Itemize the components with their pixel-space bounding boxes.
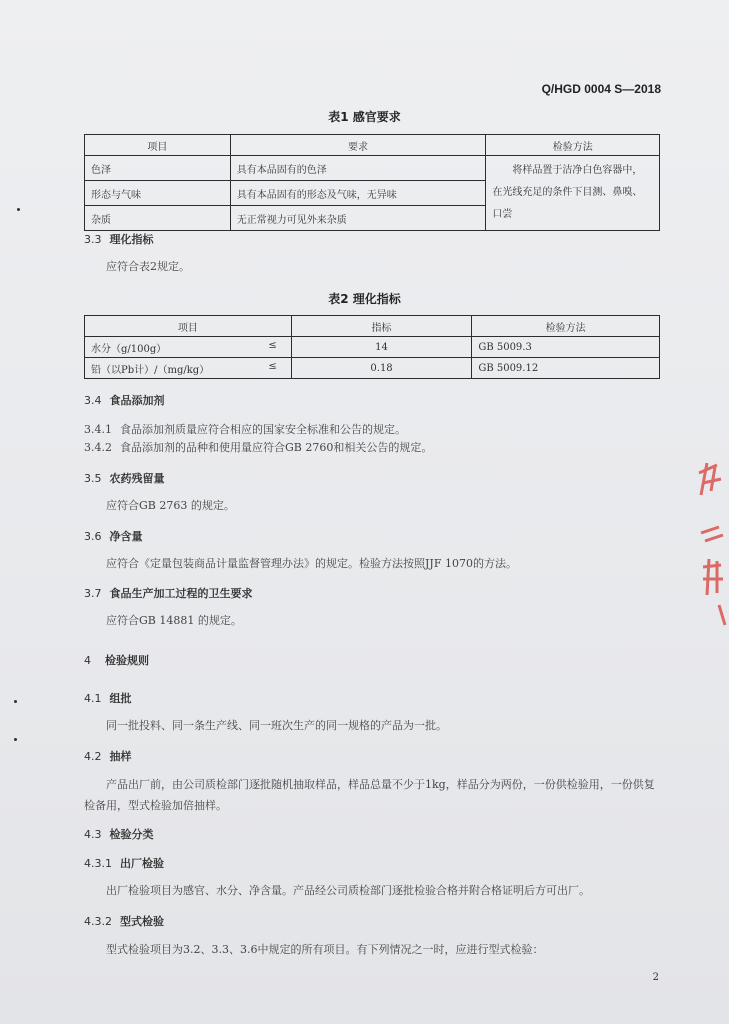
section-number: 3.4 [84,394,102,407]
section-title: 抽样 [109,750,132,763]
clause-number: 3.4.1 [84,423,112,436]
section-title: 型式检验 [120,915,164,928]
table-header-row [85,316,660,337]
column-header: 检验方法 [472,316,660,337]
table-cell-item [85,337,292,358]
column-header: 检验方法 [486,135,660,156]
section-heading [84,392,165,408]
section-title: 组批 [109,692,132,705]
section-title: 农药残留量 [109,472,165,485]
table-cell-value: 14 [291,337,472,358]
method-line: 将样品置于洁净白色容器中， [512,165,643,176]
section-number: 3.3 [84,233,102,246]
scan-dot [14,700,17,703]
table-cell-item [85,358,292,379]
section-number: 4.3.2 [84,915,112,928]
paragraph: 型式检验项目为3.2、3.3、3.6中规定的所有项目。有下列情况之一时，应进行型式检验： [106,943,544,956]
table-cell-item: 色泽 [85,156,231,181]
paragraph: 产品出厂前，由公司质检部门逐批随机抽取样品，样品总量不少于1kg，样品分为两份，一份供检验用，一份供复检备用，型式检验加倍抽样。 [84,778,655,812]
table-row [85,337,660,358]
paragraph: 应符合GB 14881 的规定。 [106,614,242,627]
chapter-heading [84,652,149,668]
section-number: 4.2 [84,750,102,763]
method-line: 在光线充足的条件下目测、鼻嗅、 [492,187,643,198]
section-number: 4.3.1 [84,857,112,870]
section-number: 3.5 [84,472,102,485]
scan-dot [17,208,20,211]
paragraph: 应符合GB 2763 的规定。 [106,499,235,512]
section-heading [84,585,253,601]
section-heading [84,231,154,247]
section-number: 3.6 [84,530,102,543]
table-cell-method: GB 5009.12 [472,358,660,379]
column-header: 项目 [85,316,292,337]
limit-symbol: ≤ [268,339,277,351]
item-label: 水分（g/100g） [91,343,167,355]
table-cell-method [486,156,660,231]
paragraph: 同一批投料、同一条生产线、同一班次生产的同一规格的产品为一批。 [106,719,447,732]
red-seal-stamp [689,455,729,630]
table-cell-value: 0.18 [291,358,472,379]
section-title: 净含量 [109,530,143,543]
table-row [85,358,660,379]
table-cell-requirement: 无正常视力可见外来杂质 [230,206,486,231]
section-heading [84,690,132,706]
sensory-table [84,134,660,231]
section-number: 4 [84,654,91,667]
table-header-row [85,135,660,156]
section-heading [84,528,143,544]
physicochemical-table [84,315,660,379]
section-heading [84,748,132,764]
column-header: 项目 [85,135,231,156]
limit-symbol: ≤ [268,360,277,372]
section-title: 检验规则 [105,654,149,667]
section-title: 检验分类 [109,828,154,841]
section-title: 理化指标 [109,233,154,246]
method-line: 口尝 [492,209,513,220]
paragraph: 应符合表2规定。 [106,260,190,273]
table2-title: 表2 理化指标 [328,292,401,306]
paragraph: 出厂检验项目为感官、水分、净含量。产品经公司质检部门逐批检验合格并附合格证明后方可出厂。 [106,884,590,897]
section-number: 3.7 [84,587,102,600]
table-cell-method: GB 5009.3 [472,337,660,358]
column-header: 指标 [291,316,472,337]
table-cell-requirement: 具有本品固有的形态及气味，无异味 [230,181,486,206]
section-title: 食品添加剂 [109,394,165,407]
section-heading [84,913,164,929]
clause-text: 食品添加剂的品种和使用量应符合GB 2760和相关公告的规定。 [120,441,433,454]
table1-title: 表1 感官要求 [328,110,401,124]
column-header: 要求 [230,135,486,156]
section-heading [84,470,165,486]
section-heading [84,855,164,871]
table-cell-item: 形态与气味 [85,181,231,206]
table-row [85,156,660,181]
section-title: 食品生产加工过程的卫生要求 [109,587,253,600]
item-label: 铅（以Pb计）/（mg/kg） [91,364,210,376]
page-number: 2 [652,972,659,983]
clause-text: 食品添加剂质量应符合相应的国家安全标准和公告的规定。 [120,423,406,436]
table-cell-item: 杂质 [85,206,231,231]
clause-number: 3.4.2 [84,441,112,454]
paragraph [84,437,659,458]
table-cell-requirement: 具有本品固有的色泽 [230,156,486,181]
scan-dot [14,738,17,741]
section-number: 4.1 [84,692,102,705]
section-number: 4.3 [84,828,102,841]
section-heading [84,826,154,842]
paragraph: 应符合《定量包装商品计量监督管理办法》的规定。检验方法按照JJF 1070的方法。 [106,557,517,570]
section-title: 出厂检验 [120,857,164,870]
document-code: Q/HGD 0004 S—2018 [541,82,661,96]
